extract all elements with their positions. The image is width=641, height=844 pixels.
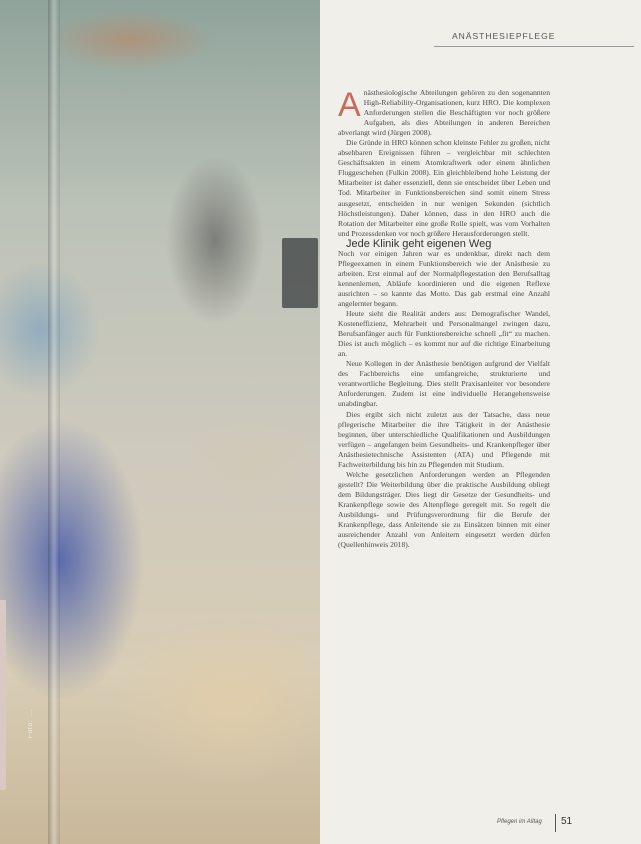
article-photo bbox=[0, 0, 320, 844]
section-heading: Jede Klinik geht eigenen Weg bbox=[346, 237, 492, 250]
paragraph: Welche gesetzlichen Anforderungen werden an Pflegenden gestellt? Die Weiterbildung über die praktische Ausbildung obliegt dem Bildungsträger. Dies liegt dir Gesetze der Gesundheits- und Krankenpflege sowie des Altenpflege geregelt mit. So regelt die Ausbildungs- und Prüfungsverordnung für die Berufe der Krankenpflege, dass Anleitende sie zu Einsätzen binnen mit einer ausreichender Anzahl von Anleitern eingesetzt werden dürfen (Quellenhinweis 2018). bbox=[338, 469, 550, 550]
intro-paragraph bbox=[338, 88, 550, 138]
footer-magazine-name: Pflegen im Alltag bbox=[497, 819, 542, 825]
footer-rule bbox=[555, 814, 556, 832]
page-number: 51 bbox=[561, 816, 573, 827]
photo-credit: Foto: ... bbox=[28, 708, 34, 738]
article-body bbox=[338, 88, 550, 550]
paragraph: Heute sieht die Realität anders aus: Demografischer Wandel, Kosteneffizienz, Mehrarbeit und Personalmangel zwingen dazu, Berufsanfänger auch für Funktionsbereiche schnell „fit“ zu machen. Dies ist auch möglich – es kommt nur auf die richtige Einarbeitung an. bbox=[338, 309, 550, 359]
paragraph: Die Gründe in HRO können schon kleinste Fehler zu großen, nicht absehbaren Ereignissen führen – vergleichbar mit schlechten Geschäftsakten in einem Atomkraftwerk oder einem ähnlichen Fluggeschehen (Fulkin 2008). Ein gleichbleibend hohe Leistung der Mitarbeiter ist daher essenziell, denn sie entscheidet über Leben und Tod. Mitarbeiter in Funktionsbereichen sind somit einem Stress ausgesetzt, entscheiden in nur wenigen Sekunden (sichtlich Höchstleistungen). Daher können, dass in den HRO auch die Rotation der Mitarbeiter eine große Rolle spielt, was vom Vorhalten und Prozessdenken vor noch größere Herausforderungen stellt. bbox=[338, 138, 550, 238]
dropcap: A bbox=[338, 86, 361, 124]
paragraph: Noch vor einigen Jahren war es undenkbar, direkt nach dem Pflegeexamen in einem Funktionsbereich wie der Anästhesie zu arbeiten. Erst einmal auf der Normalpflegestation den Berufsalltag kennenlernen, Abläufe koordinieren und die eigenen Reflexe ausrichten – so kannte das Motto. Das gab erstmal eine Anzahl angelernter begann. bbox=[338, 248, 550, 308]
header-rule bbox=[434, 46, 634, 47]
edge-tab bbox=[0, 600, 6, 790]
section-label: ANÄSTHESIEPFLEGE bbox=[452, 31, 556, 41]
page-fold bbox=[48, 0, 60, 844]
paragraph: Dies ergibt sich nicht zuletzt aus der Tatsache, dass neue pflegerische Mitarbeiter die ihre Tätigkeit in der Anästhesie beginnen, über unterschiedliche Qualifikationen und Ausbildungen verfügen – angefangen beim Gesundheits- und Krankenpfleger über Anästhesietechnische Assistenten (ATA) und Pflegende mit Fachweiterbildung bis hin zu Pflegenden mit Studium. bbox=[338, 409, 550, 469]
intro-text: nästhesiologische Abteilungen gehören zu den sogenannten High-Reliability-Organisationen, kurz HRO. Die komplexen Anforderungen stellen die Beschäftigten vor noch größere Aufgaben, als dies Abteilungen in anderen Bereichen abverlangt wird (Jürgen 2008). bbox=[338, 88, 550, 138]
monitor-shape bbox=[282, 238, 318, 308]
paragraph: Neue Kollegen in der Anästhesie benötigen aufgrund der Vielfalt des Fachbereichs eine umfangreiche, strukturierte und verantwortliche Begleitung. Dies stellt Praxisanleiter vor besondere Anforderungen. Zudem ist eine individuelle Herangehensweise unabdingbar. bbox=[338, 359, 550, 409]
